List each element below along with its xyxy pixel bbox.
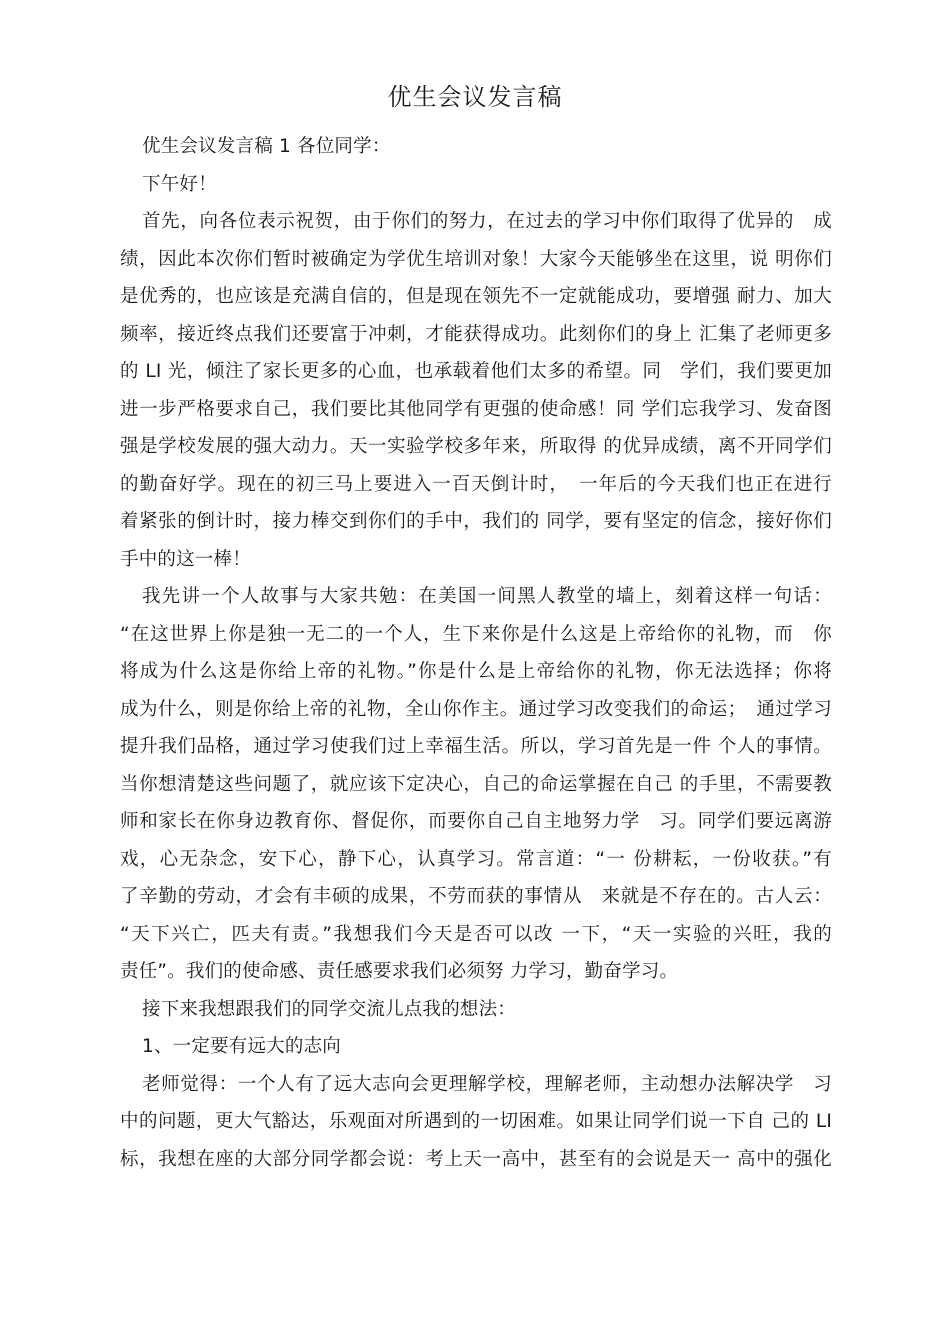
body-line: 强是学校发展的强大动力。天一实验学校多年来，所取得 的优异成绩，离不开同学们 [120,436,832,457]
body-line: 优生会议发言稿 1 各位同学： [142,136,391,157]
body-line: 提升我们品格，通过学习使我们过上幸福生活。所以，学习首先是一件 个人的事情。 [120,736,832,757]
body-line: 的勤奋好学。现在的初三马上要进入一百天倒计时， 一年后的今天我们也正在进行 [120,473,832,495]
body-line: 频率，接近终点我们还要富于冲刺，才能获得成功。此刻你们的身上 汇集了老师更多 [120,323,832,345]
body-line: 师和家长在你身边教育你、督促你，而要你自己自主地努力学 习。同学们要远离游 [120,811,832,832]
document-title: 优生会议发言稿 [387,83,563,111]
body-line: 首先，向各位表示祝贺，由于你们的努力，在过去的学习中你们取得了优异的 成 [142,211,832,232]
body-line: 将成为什么这是你给上帝的礼物。”你是什么是上帝给你的礼物，你无法选择；你将 [120,661,832,682]
body-line: 进一步严格要求自己，我们要比其他同学有更强的使命感！同 学们忘我学习、发奋图 [120,398,832,420]
body-line: 责任”。我们的使命感、责任感要求我们必须努 力学习，勤奋学习。 [120,961,679,982]
body-line: 成为什么，则是你给上帝的礼物，全山你作主。通过学习改变我们的命运； 通过学习 [120,698,832,720]
body-line: 中的问题，更大气豁达，乐观面对所遇到的一切困难。如果让同学们说一下自 己的 LI [120,1111,832,1132]
body-line: 的 LI 光，倾注了家长更多的心血，也承载着他们太多的希望。同 学们，我们要更加 [120,361,832,382]
document-body [120,128,832,1178]
body-line: 手中的这一棒！ [120,548,251,570]
body-line: 1、一定要有远大的志向 [142,1036,341,1057]
body-line: 接下来我想跟我们的同学交流儿点我的想法： [142,998,517,1020]
body-line: 下午好！ [142,173,217,195]
body-line: 我先讲一个人故事与大家共勉：在美国一间黑人教堂的墙上，刻着这样一句话： [142,586,832,607]
body-line: 了辛勤的劳动，才会有丰硕的成果，不劳而获的事情从 来就是不存在的。古人云： [120,886,832,907]
body-line: 标，我想在座的大部分同学都会说：考上天一高中，甚至有的会说是天一 高中的强化 [120,1148,832,1170]
body-line: 着紧张的倒计时，接力棒交到你们的手中，我们的 同学，要有坚定的信念，接好你们 [120,511,832,532]
body-line: 绩，因此本次你们暂时被确定为学优生培训对象！大家今天能够坐在这里，说 明你们 [120,248,832,270]
body-line: “在这世界上你是独一无二的一个人，生下来你是什么这是上帝给你的礼物，而 你 [120,623,832,645]
body-line: 戏，心无杂念，安下心，静下心，认真学习。常言道：“一 份耕耘，一份收获。”有 [120,848,832,870]
body-line: 当你想清楚这些问题了，就应该下定决心，自己的命运掌握在自己 的手里，不需要教 [120,773,832,795]
body-line: 是优秀的，也应该是充满自信的，但是现在领先不一定就能成功，要增强 耐力、加大 [120,286,832,307]
body-line: 老师觉得：一个人有了远大志向会更理解学校，理解老师，主动想办法解决学 习 [142,1073,832,1095]
body-line: “天下兴亡，匹夫有责。”我想我们今天是否可以改 一下，“天一实验的兴旺，我的 [120,923,832,945]
